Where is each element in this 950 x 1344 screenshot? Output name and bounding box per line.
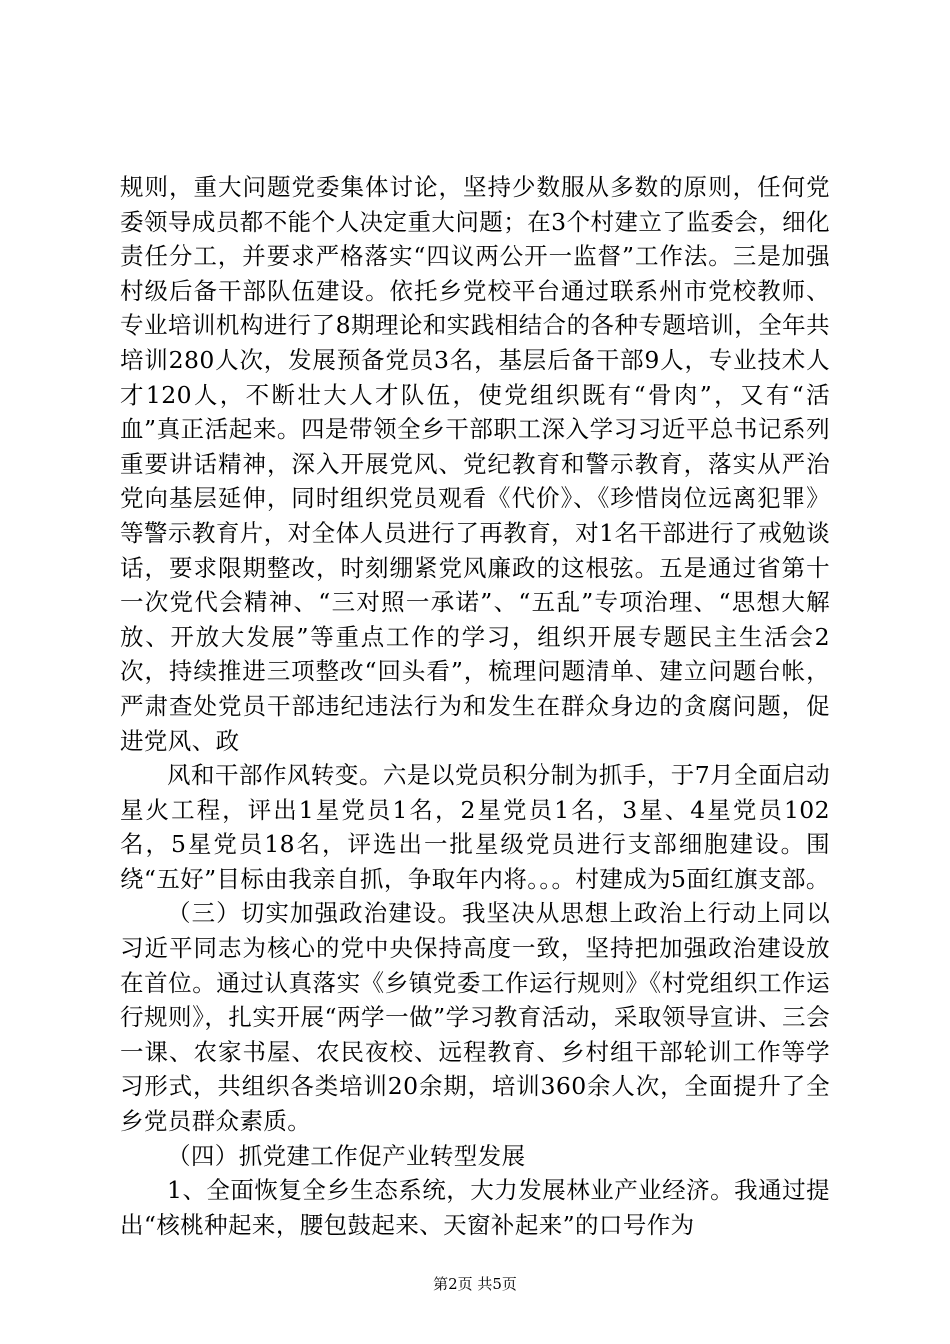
paragraph-5: 1、全面恢复全乡生态系统，大力发展林业产业经济。我通过提出“核桃种起来，腰包鼓起来、天窗补起来”的口号作为	[120, 1176, 830, 1239]
paragraph-2: 风和干部作风转变。六是以党员积分制为抓手，于7月全面启动星火工程，评出1星党员1名，2星党员1名，3星、4星党员102名，5星党员18名，评选出一批星级党员进行支部细胞建设。围绕“五好”目标由我亲自抓，争取年内将。。。村建成为5面红旗支部。	[120, 761, 830, 893]
document-body	[120, 170, 830, 1242]
section-heading: （四）抓党建工作促产业转型发展	[167, 1141, 526, 1170]
page-number-footer: 第2页 共5页	[433, 1275, 517, 1293]
paragraph-3: （三）切实加强政治建设。我坚决从思想上政治上行动上同以习近平同志为核心的党中央保持高度一致，坚持把加强政治建设放在首位。通过认真落实《乡镇党委工作运行规则》《村党组织工作运行规则》，扎实开展“两学一做”学习教育活动，采取领导宣讲、三会一课、农家书屋、农民夜校、远程教育、乡村组干部轮训工作等学习形式，共组织各类培训20余期，培训360余人次，全面提升了全乡党员群众素质。	[120, 899, 830, 1136]
paragraph-1: 规则，重大问题党委集体讨论，坚持少数服从多数的原则，任何党委领导成员都不能个人决定重大问题；在3个村建立了监委会，细化责任分工，并要求严格落实“四议两公开一监督”工作法。三是加强村级后备干部队伍建设。依托乡党校平台通过联系州市党校教师、专业培训机构进行了8期理论和实践相结合的各种专题培训，全年共培训280人次，发展预备党员3名，基层后备干部9人，专业技术人才120人，不断壮大人才队伍，使党组织既有“骨肉”，又有“活血”真正活起来。四是带领全乡干部职工深入学习习近平总书记系列重要讲话精神，深入开展党风、党纪教育和警示教育，落实从严治党向基层延伸，同时组织党员观看《代价》、《珍惜岗位远离犯罪》等警示教育片，对全体人员进行了再教育，对1名干部进行了戒勉谈话，要求限期整改，时刻绷紧党风廉政的这根弦。五是通过省第十一次党代会精神、“三对照一承诺”、“五乱”专项治理、“思想大解放、开放大发展”等重点工作的学习，组织开展专题民主生活会2次，持续推进三项整改“回头看”，梳理问题清单、建立问题台帐，严肃查处党员干部违纪违法行为和发生在群众身边的贪腐问题，促进党风、政	[120, 173, 830, 755]
